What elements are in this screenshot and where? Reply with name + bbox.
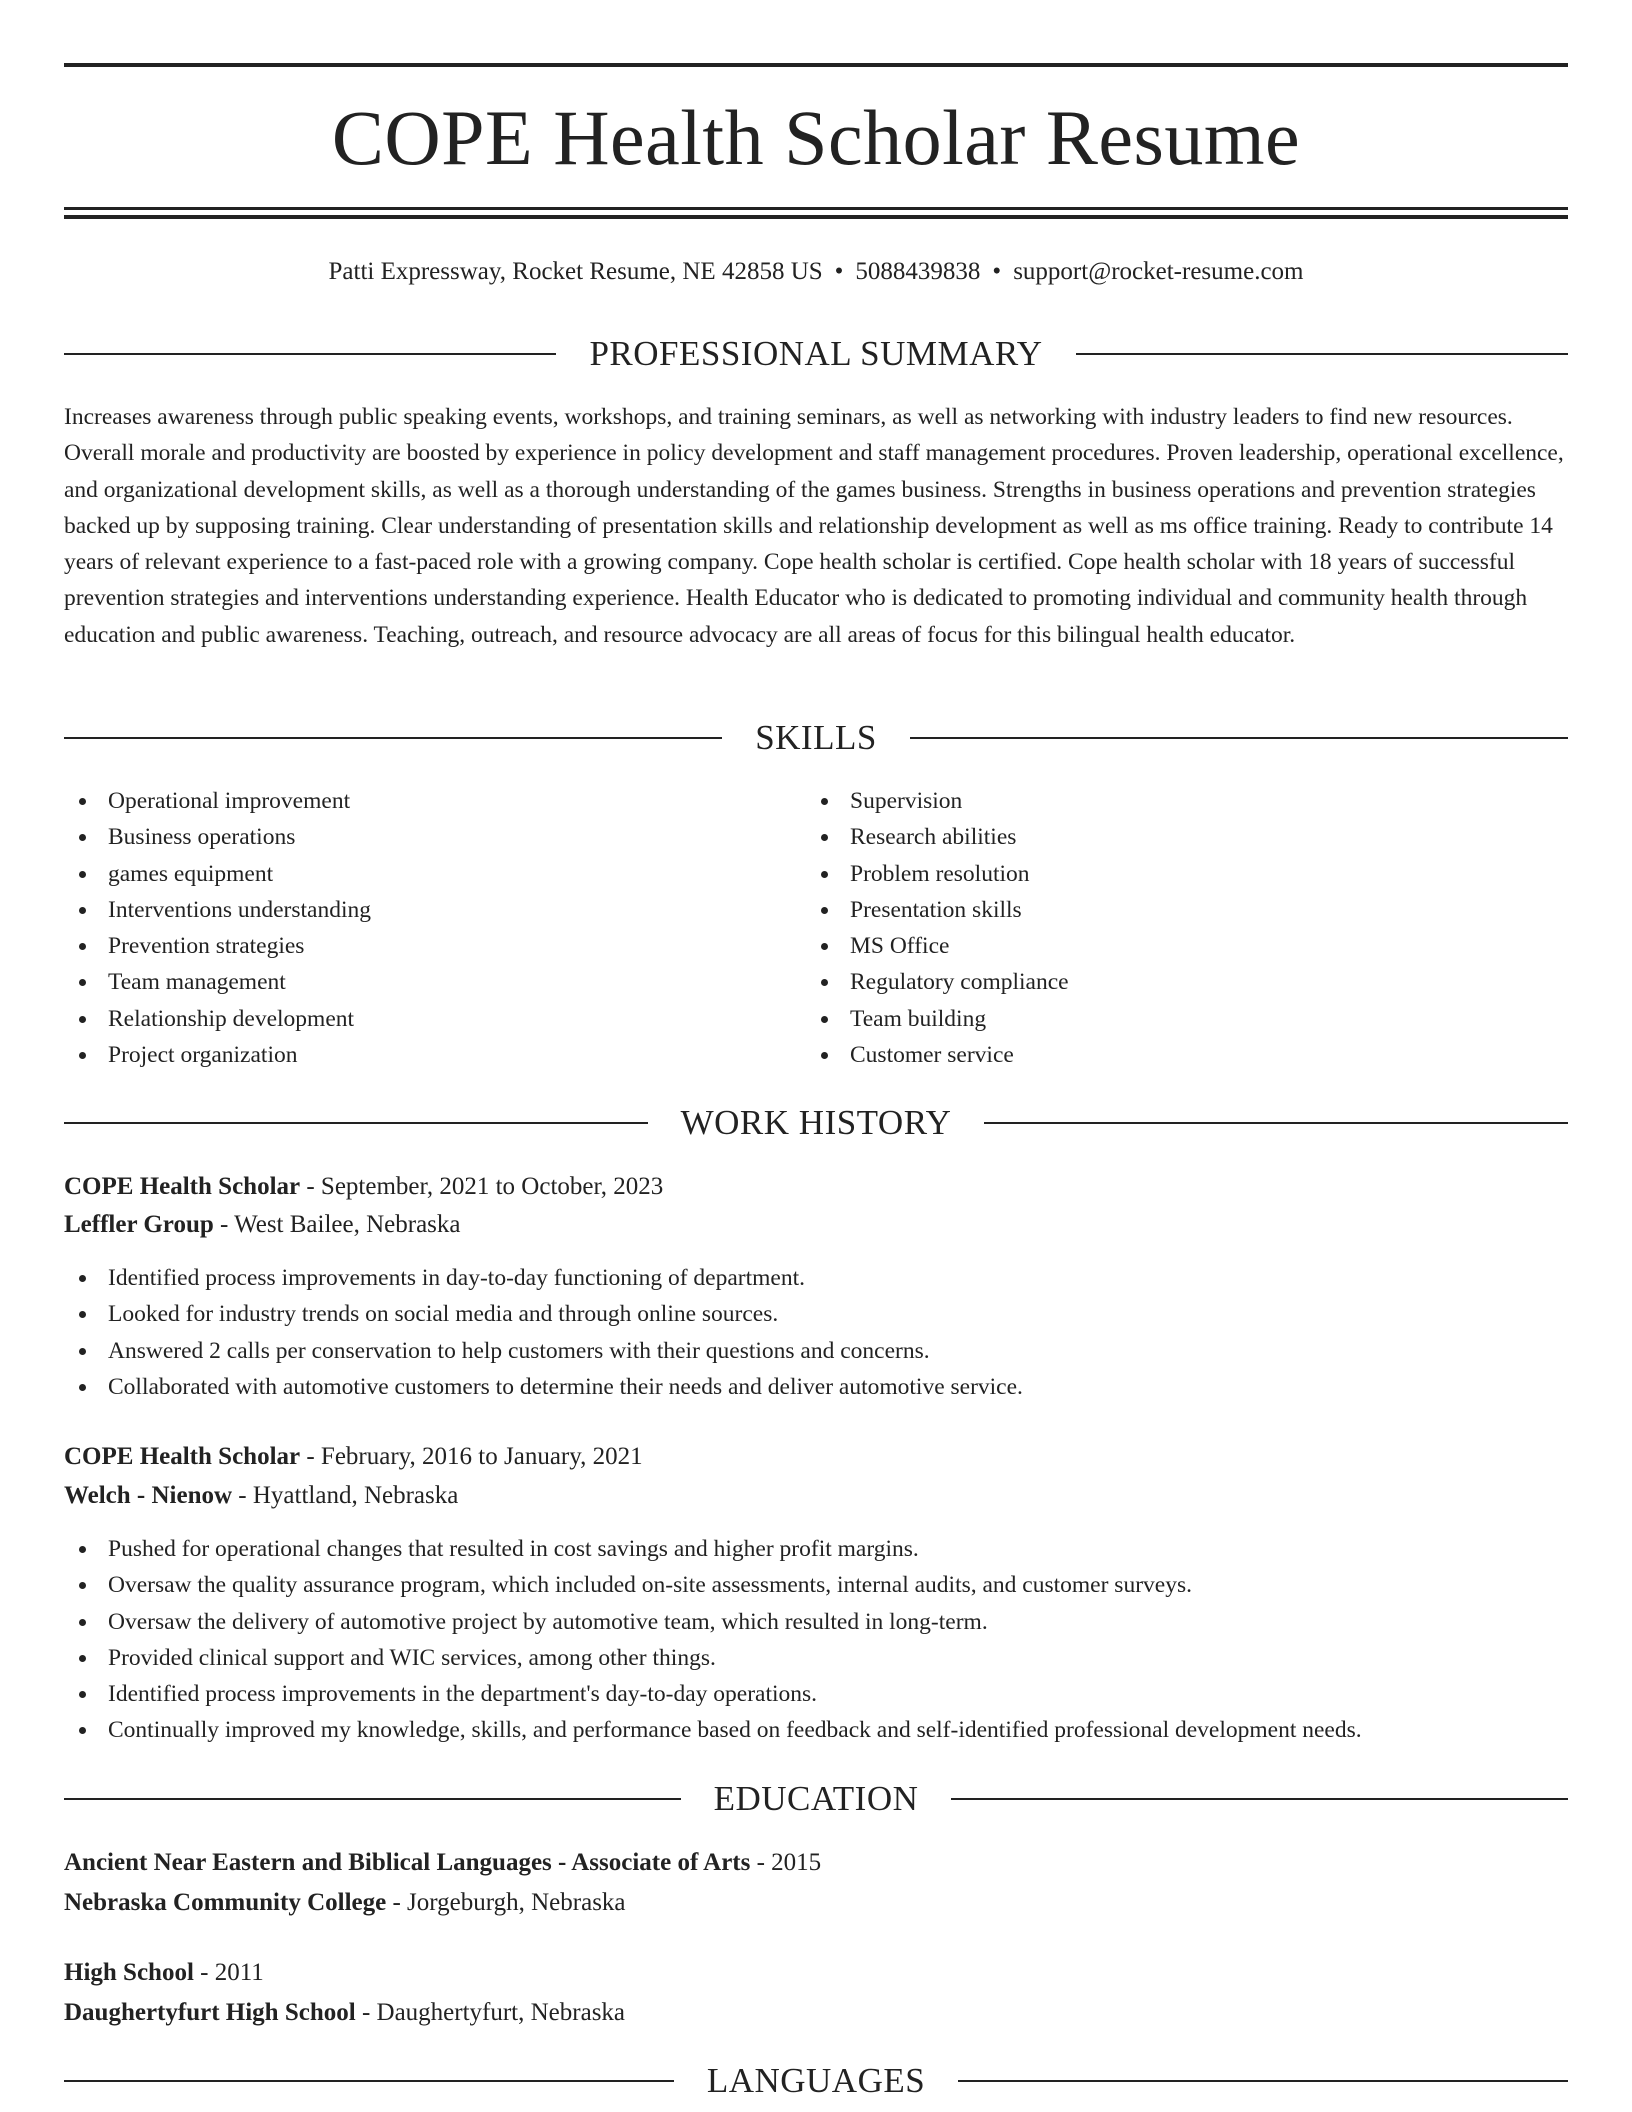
heading-rule — [951, 1798, 1568, 1800]
job-dates: - February, 2016 to January, 2021 — [300, 1443, 643, 1470]
top-divider — [64, 63, 1568, 67]
job-title: COPE Health Scholar — [64, 1173, 301, 1200]
contact-line — [64, 254, 1568, 290]
title-divider-upper — [64, 207, 1568, 210]
job-title-line — [64, 1439, 1568, 1475]
section-heading-work — [64, 1101, 1568, 1145]
skill-item: Prevention strategies — [64, 928, 804, 964]
skill-item: Team management — [64, 964, 804, 1000]
heading-rule — [910, 737, 1568, 739]
job-bullet: Provided clinical support and WIC services, among other things. — [64, 1640, 1568, 1676]
contact-email: support@rocket-resume.com — [1013, 258, 1304, 285]
skill-item: Supervision — [806, 783, 1546, 819]
section-heading-summary — [64, 332, 1568, 376]
skills-list-left — [64, 783, 804, 1073]
skill-item: Team building — [806, 1001, 1546, 1037]
skill-item: Relationship development — [64, 1001, 804, 1037]
heading-rule — [1076, 353, 1568, 355]
title-divider-lower — [64, 215, 1568, 219]
job-location: - West Bailee, Nebraska — [213, 1211, 461, 1238]
job-title: COPE Health Scholar — [64, 1443, 301, 1470]
education-school-line — [64, 1885, 1568, 1921]
heading-rule — [64, 2080, 674, 2082]
job-bullet: Identified process improvements in day-to-day functioning of department. — [64, 1260, 1568, 1296]
job-bullet: Answered 2 calls per conservation to help customers with their questions and concerns. — [64, 1333, 1568, 1369]
heading-rule — [64, 1122, 648, 1124]
skills-list-right — [806, 783, 1546, 1073]
job-bullet: Continually improved my knowledge, skills, and performance based on feedback and self-identified professional development needs. — [64, 1712, 1568, 1748]
section-heading-education — [64, 1777, 1568, 1821]
job-title-line — [64, 1169, 1568, 1205]
skill-item: Customer service — [806, 1037, 1546, 1073]
job-bullet: Identified process improvements in the department's day-to-day operations. — [64, 1676, 1568, 1712]
education-school: Nebraska Community College — [64, 1889, 387, 1916]
section-title: PROFESSIONAL SUMMARY — [589, 334, 1043, 373]
skill-item: MS Office — [806, 928, 1546, 964]
section-title: EDUCATION — [713, 1779, 919, 1818]
education-year: - 2011 — [193, 1959, 264, 1986]
education-degree-line — [64, 1845, 1568, 1881]
education-degree: Ancient Near Eastern and Biblical Languages - Associate of Arts — [64, 1849, 751, 1876]
job-company-line — [64, 1207, 1568, 1243]
job-location: - Hyattland, Nebraska — [232, 1482, 459, 1509]
skill-item: Research abilities — [806, 819, 1546, 855]
heading-rule — [64, 737, 722, 739]
education-degree-line — [64, 1955, 1568, 1991]
skill-item: Project organization — [64, 1037, 804, 1073]
section-title: SKILLS — [755, 718, 877, 757]
job-company: Leffler Group — [64, 1211, 214, 1238]
skill-item: Business operations — [64, 819, 804, 855]
section-title: WORK HISTORY — [680, 1103, 952, 1142]
education-location: - Jorgeburgh, Nebraska — [386, 1889, 626, 1916]
job-bullet: Looked for industry trends on social media and through online sources. — [64, 1296, 1568, 1332]
job-bullets — [64, 1531, 1568, 1749]
summary-text: Increases awareness through public speaking events, workshops, and training seminars, as well as networking with industry leaders to find new resources. Overall morale and productivity are boosted by experience in policy development and staff management procedures. Proven leadership, operational excellence, and organizational development skills, as well as a thorough understanding of the games business. Strengths in business operations and prevention strategies backed up by supposing training. Clear understanding of presentation skills and relationship development as well as ms office training. Ready to contribute 14 years of relevant experience to a fast-paced role with a growing company. Cope health scholar is certified. Cope health scholar with 18 years of successful prevention strategies and interventions understanding experience. Health Educator who is dedicated to promoting individual and community health through education and public awareness. Teaching, outreach, and resource advocacy are all areas of focus for this bilingual health educator. — [64, 404, 1564, 648]
job-bullets — [64, 1260, 1568, 1405]
contact-separator: • — [992, 258, 1002, 285]
job-bullet: Oversaw the quality assurance program, which included on-site assessments, internal audits, and customer surveys. — [64, 1567, 1568, 1603]
contact-phone: 5088439838 — [855, 258, 981, 285]
job-bullet: Collaborated with automotive customers to determine their needs and deliver automotive service. — [64, 1369, 1568, 1405]
skill-item: Presentation skills — [806, 892, 1546, 928]
education-school: Daughertyfurt High School — [64, 1999, 356, 2026]
resume-title: COPE Health Scholar Resume — [331, 94, 1301, 181]
skill-item: Regulatory compliance — [806, 964, 1546, 1000]
heading-rule — [64, 1798, 681, 1800]
job-bullet: Pushed for operational changes that resulted in cost savings and higher profit margins. — [64, 1531, 1568, 1567]
section-heading-languages — [64, 2059, 1568, 2103]
skill-item: games equipment — [64, 856, 804, 892]
skill-item: Operational improvement — [64, 783, 804, 819]
section-title: LANGUAGES — [706, 2061, 926, 2100]
job-company: Welch - Nienow — [64, 1482, 233, 1509]
skill-item: Problem resolution — [806, 856, 1546, 892]
heading-rule — [958, 2080, 1568, 2082]
contact-address: Patti Expressway, Rocket Resume, NE 42858 US — [328, 258, 823, 285]
contact-separator: • — [834, 258, 844, 285]
education-school-line — [64, 1995, 1568, 2031]
section-heading-skills — [64, 716, 1568, 760]
job-dates: - September, 2021 to October, 2023 — [300, 1173, 664, 1200]
heading-rule — [984, 1122, 1568, 1124]
education-year: - 2015 — [750, 1849, 822, 1876]
education-location: - Daughertyfurt, Nebraska — [355, 1999, 626, 2026]
heading-rule — [64, 353, 556, 355]
job-company-line — [64, 1478, 1568, 1514]
skill-item: Interventions understanding — [64, 892, 804, 928]
education-degree: High School — [64, 1959, 194, 1986]
job-bullet: Oversaw the delivery of automotive project by automotive team, which resulted in long-term. — [64, 1604, 1568, 1640]
